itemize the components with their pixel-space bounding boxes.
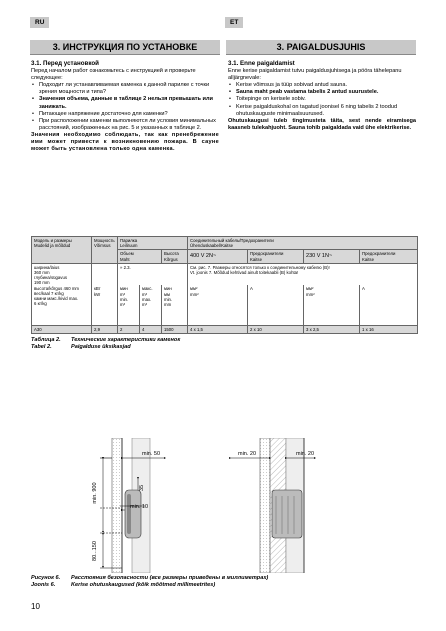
table-caption: Таблица 2. Технические характеристики каменок Tabel 2. Paigalduse üksikasjad [31, 337, 181, 350]
dim-20b-label: min. 20 [296, 451, 315, 457]
header-400v: 400 V 2N~ [188, 250, 248, 263]
dim-50-label: min. 50 [142, 451, 161, 457]
column-et [228, 60, 416, 132]
cell-height: 1500 [162, 325, 188, 333]
list-item: • Значения объема, данные в таблице 2 нельзя превышать или занижать. [31, 96, 219, 110]
list-item: • Питающее напряжение достаточно для каменки? [31, 111, 219, 118]
installation-spec-table [31, 236, 418, 334]
subsection-title-ru: 3.1. Перед установкой [31, 60, 99, 67]
list-item: • Подходит ли устанавливаемая каменка к данной парилке с точки зрения мощности и типа? [31, 82, 219, 96]
header-model: Модель и размеры Mudelid ja mõõdud [32, 237, 92, 264]
cell-cable-230: 3 x 2,5 [304, 325, 360, 333]
checklist-ru [31, 82, 219, 132]
cell-unit-max-volume: макс. m³ max. m³ [140, 285, 162, 325]
header-fuses-400: Предохранители Kaitse [248, 250, 304, 263]
cell-model-desc: ширина/laius 360 mm глубина/sügavus 190 mm высота/kõrgus 460 mm вес/kaal 7 кг/kg камни макс./kivid max. 6 кг/kg [32, 263, 92, 325]
cell-unit-height: мин мм min. mm [162, 285, 188, 325]
cell-unit-fuse230: A [360, 285, 418, 325]
header-height: Высота Kõrgus [162, 250, 188, 263]
heater-front-shape [272, 490, 302, 538]
page-number: 10 [31, 602, 40, 611]
cell-unit-kw: кВт kW [92, 285, 118, 325]
cell-model: A30 [32, 325, 92, 333]
dim-bottom-label: 80...150 [92, 541, 98, 561]
warning-text-ru: Значения необходимо соблюдать, так как пренебрежение ими может привести к возникновению пожара. В сауне может быть установлена только одна каменка. [31, 131, 219, 153]
safety-distances-figure [70, 438, 410, 573]
cell-fuse-230: 1 x 16 [360, 325, 418, 333]
cell-ref-figure: » 2.3. [118, 263, 188, 285]
cell-unit-cable400: мм² mm² [188, 285, 248, 325]
section-title-ru: 3. ИНСТРУКЦИЯ ПО УСТАНОВКЕ [30, 40, 220, 55]
cell-volume-min: 2 [118, 325, 140, 333]
cell-note: См. рис. 7. Размеры относятся только к соединительному кабелю (В)! Vt. joonis 7. Mõõdud kehtivad ainult toitekaabli (B) kohta! [188, 263, 418, 285]
list-item: • Kerise võimsus ja tüüp sobivad antud sauna. [228, 82, 416, 89]
subsection-title-et: 3.1. Enne paigaldamist [228, 60, 295, 67]
header-fuses-230: Предохранители Kaitse [360, 250, 418, 263]
header-cable: Соединительный кабель/Предохранители Ühenduskaabel/Kaitse [188, 237, 418, 250]
cell-fuse-400: 2 x 10 [248, 325, 304, 333]
list-item: • Toitepinge on kerisele sobiv. [228, 96, 416, 103]
language-tag-et: ET [225, 17, 243, 28]
language-tag-ru: RU [30, 17, 49, 28]
cell-empty [92, 263, 118, 285]
table-row [32, 325, 418, 333]
dim-35-label: 35 [139, 484, 145, 492]
warning-text-et: Ohutuskaugusi tuleb tingimusteta täita, sest nende eiramisega kaasneb tulekahjuoht. Sauna tohib paigaldada vaid ühe elektrikerise. [228, 117, 416, 131]
intro-text-et: Enne kerise paigaldamist tutvu paigaldusjuhisega ja pööra tähelepanu alljärgnevale: [228, 68, 402, 82]
dim-height-label: min. 900 [92, 482, 98, 504]
dim-10-label: min. 10 [130, 504, 149, 510]
dim-20a-label: min. 20 [238, 451, 257, 457]
cell-unit-fuse400: A [248, 285, 304, 325]
cell-unit-min-volume: мин m³ min. m³ [118, 285, 140, 325]
column-ru [31, 60, 219, 153]
front-view-drawing [230, 438, 315, 573]
section-title-et: 3. PAIGALDUSJUHIS [226, 40, 416, 55]
intro-text-ru: Перед началом работ ознакомьтесь с инструкцией и проверьте следующее: [31, 68, 196, 82]
header-230v: 230 V 1N~ [304, 250, 360, 263]
figure-caption: Рисунок 6. Расстояния безопасности (все размеры приведены в миллиметрах) Joonis 6. Kerise ohutuskaugused (kõik mõõtmed millimeetrites) [31, 575, 269, 588]
header-steam-room: Парилка Leiliruum [118, 237, 188, 250]
cell-cable-400: 4 x 1,5 [188, 325, 248, 333]
list-item: • Sauna maht peab vastama tabelis 2 antud suurustele. [228, 89, 416, 96]
cell-volume-max: 4 [140, 325, 162, 333]
header-volume: Объем Maht [118, 250, 162, 263]
header-power: Мощность Võimsus [92, 237, 118, 264]
cell-unit-cable230: мм² mm² [304, 285, 360, 325]
list-item: • При расположении каменки выполняются ли условия минимальных расстояний, изображенных на рис. 5 и указанных в таблице 2. [31, 118, 219, 132]
cell-power: 2,9 [92, 325, 118, 333]
list-item: • Kerise paigalduskohal on tagatud joonisel 6 ning tabelis 2 toodud ohutuskauguste minimaalsuurused. [228, 104, 416, 118]
checklist-et [228, 82, 416, 117]
